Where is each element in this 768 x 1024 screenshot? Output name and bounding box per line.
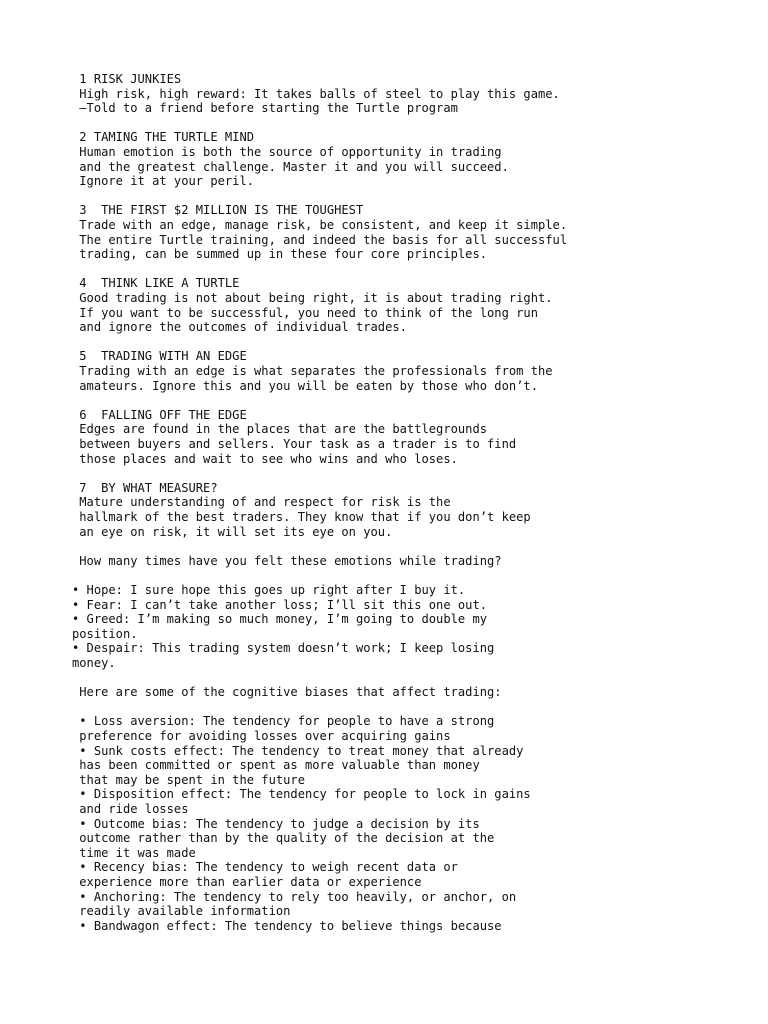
- text-line: 7 BY WHAT MEASURE?: [72, 480, 218, 495]
- text-line: • Outcome bias: The tendency to judge a decision by its: [72, 816, 480, 831]
- text-line: • Greed: I’m making so much money, I’m going to double my: [72, 612, 488, 627]
- text-line: • Loss aversion: The tendency for people to have a strong: [72, 714, 495, 729]
- text-line: • Despair: This trading system doesn’t work; I keep losing: [72, 641, 495, 656]
- text-line: position.: [72, 626, 138, 641]
- text-line: outcome rather than by the quality of the decision at the: [72, 831, 495, 846]
- text-line: preference for avoiding losses over acquiring gains: [72, 729, 451, 743]
- text-line: between buyers and sellers. Your task as a trader is to find: [72, 437, 517, 451]
- text-line: • Anchoring: The tendency to rely too heavily, or anchor, on: [72, 889, 517, 904]
- text-line: money.: [72, 656, 116, 670]
- text-line: has been committed or spent as more valuable than money: [72, 758, 480, 773]
- text-line: —Told to a friend before starting the Turtle program: [72, 101, 458, 116]
- text-line: and ignore the outcomes of individual trades.: [72, 320, 407, 335]
- text-line: 5 TRADING WITH AN EDGE: [72, 349, 247, 364]
- text-line: High risk, high reward: It takes balls of steel to play this game.: [72, 86, 560, 101]
- text-line: • Sunk costs effect: The tendency to treat money that already: [72, 743, 524, 758]
- text-line: experience more than earlier data or experience: [72, 875, 422, 889]
- text-line: • Recency bias: The tendency to weigh recent data or: [72, 860, 458, 875]
- text-line: 1 RISK JUNKIES: [72, 72, 182, 86]
- text-line: and the greatest challenge. Master it and you will succeed.: [72, 159, 509, 174]
- text-line: Human emotion is both the source of opportunity in trading: [72, 145, 502, 159]
- text-line: How many times have you felt these emotions while trading?: [72, 553, 502, 568]
- text-line: those places and wait to see who wins and who loses.: [72, 451, 458, 466]
- text-line: time it was made: [72, 845, 196, 860]
- text-line: Trade with an edge, manage risk, be consistent, and keep it simple.: [72, 218, 568, 232]
- text-line: 3 THE FIRST $2 MILLION IS THE TOUGHEST: [72, 203, 364, 218]
- text-line: Trading with an edge is what separates the professionals from the: [72, 364, 553, 378]
- text-line: and ride losses: [72, 802, 189, 816]
- text-line: Ignore it at your peril.: [72, 174, 255, 189]
- text-line: trading, can be summed up in these four core principles.: [72, 247, 488, 262]
- text-line: If you want to be successful, you need to think of the long run: [72, 305, 538, 320]
- text-line: • Hope: I sure hope this goes up right after I buy it.: [72, 583, 466, 597]
- text-line: Here are some of the cognitive biases that affect trading:: [72, 685, 502, 700]
- text-line: Mature understanding of and respect for risk is the: [72, 495, 451, 510]
- text-line: 2 TAMING THE TURTLE MIND: [72, 130, 255, 145]
- text-line: • Fear: I can’t take another loss; I’ll sit this one out.: [72, 597, 488, 612]
- text-line: an eye on risk, it will set its eye on you.: [72, 524, 393, 539]
- text-line: hallmark of the best traders. They know that if you don’t keep: [72, 510, 531, 524]
- text-line: • Bandwagon effect: The tendency to believe things because: [72, 918, 502, 933]
- text-line: Good trading is not about being right, it is about trading right.: [72, 291, 553, 305]
- text-line: The entire Turtle training, and indeed the basis for all successful: [72, 232, 568, 247]
- text-line: that may be spent in the future: [72, 772, 305, 787]
- text-line: amateurs. Ignore this and you will be eaten by those who don’t.: [72, 378, 538, 393]
- text-line: 4 THINK LIKE A TURTLE: [72, 276, 240, 291]
- text-line: • Disposition effect: The tendency for people to lock in gains: [72, 787, 531, 802]
- text-line: 6 FALLING OFF THE EDGE: [72, 407, 247, 422]
- text-line: readily available information: [72, 904, 291, 919]
- text-line: Edges are found in the places that are the battlegrounds: [72, 422, 488, 437]
